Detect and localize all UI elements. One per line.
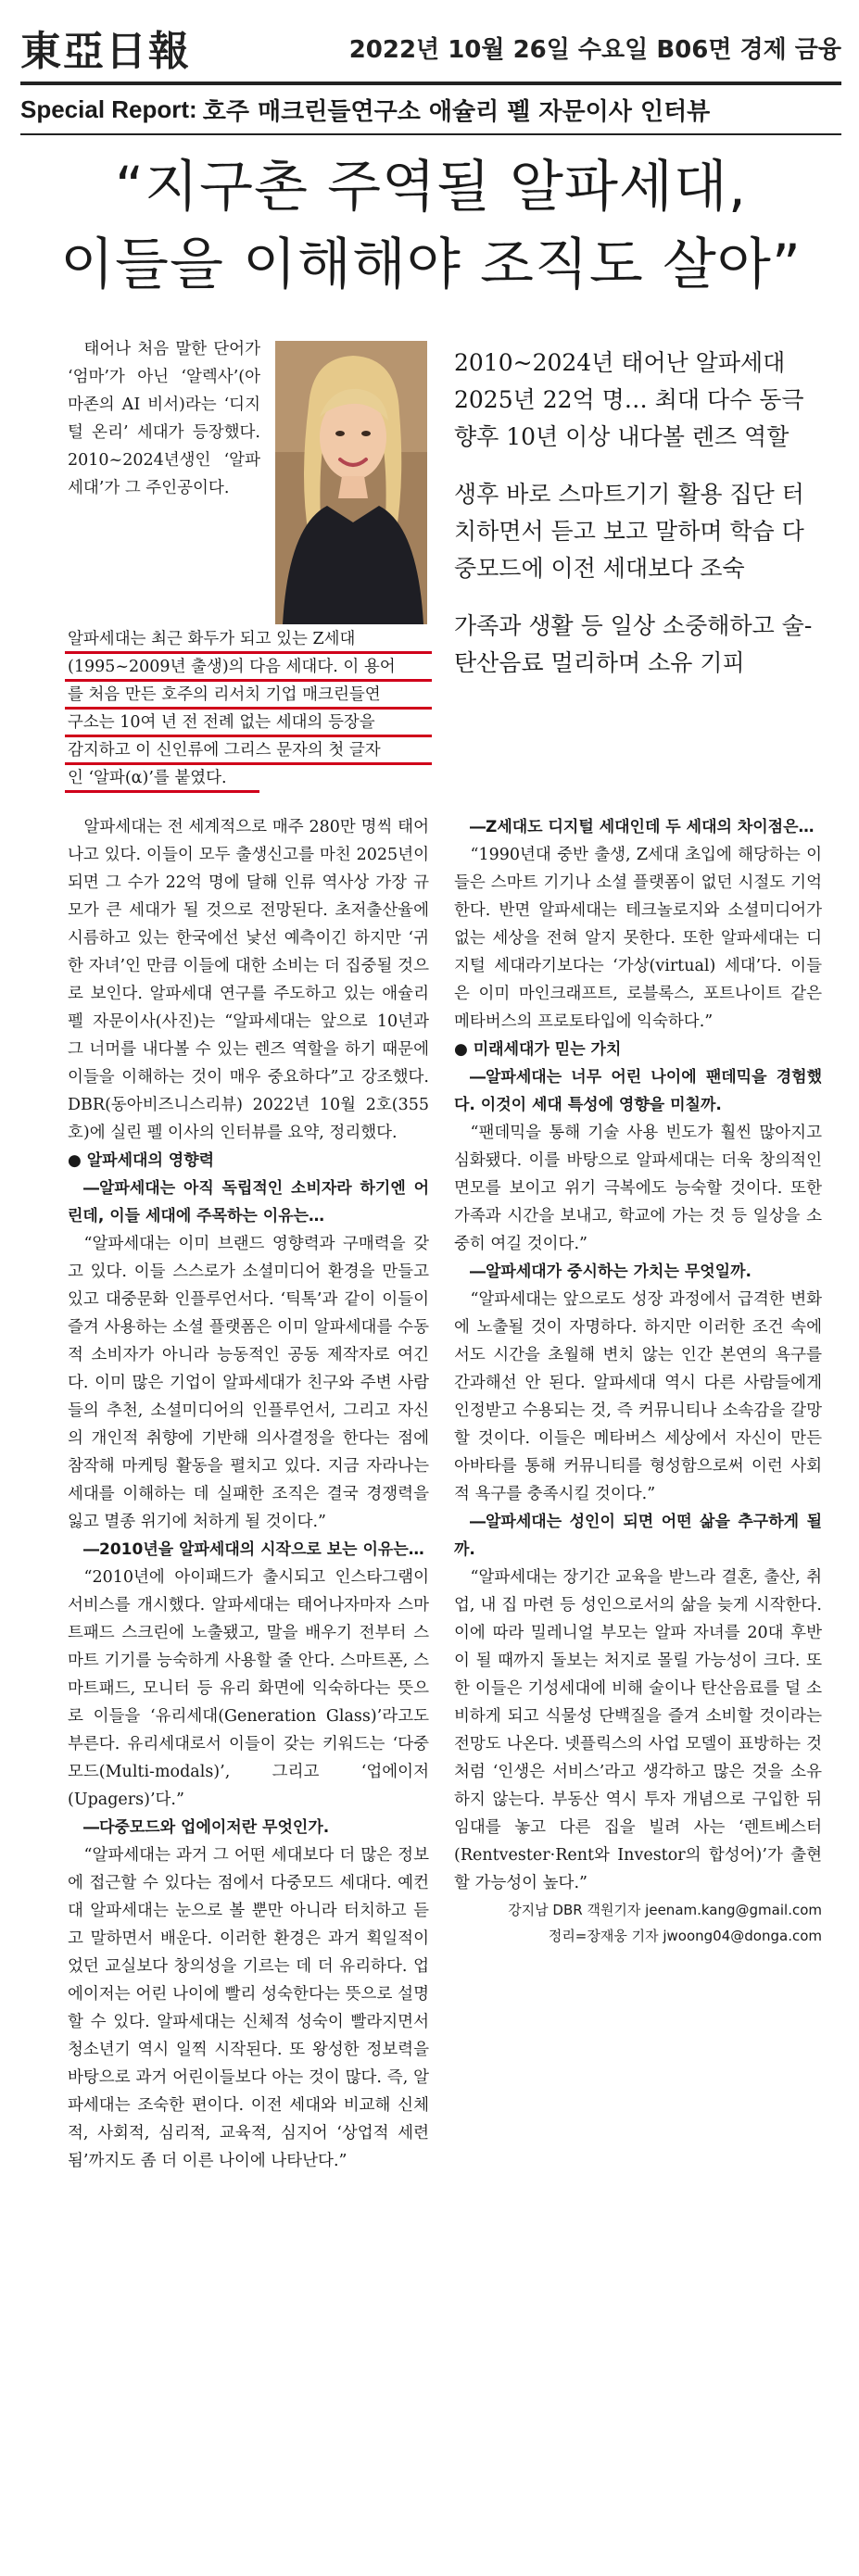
interview-answer: “1990년대 중반 출생, Z세대 초입에 해당하는 이들은 스마트 기기나 소셜 플랫폼이 없던 시절도 기억한다. 반면 알파세대는 테크놀로지와 소셜미디어가 없는 세상을 전혀 알지 못한다. 또한 알파세대는 디지털 세대라기보다는 ‘가상(virtual) 세대’다. 이들은 이미 마인크래프트, 로블록스, 포트나이트 같은 메타버스의 프로토타입에 익숙하다.” bbox=[454, 846, 822, 1031]
highlight-line: 알파세대는 최근 화두가 되고 있는 Z세대 bbox=[68, 630, 356, 648]
masthead-rule bbox=[20, 82, 841, 85]
lede-text: 태어나 처음 말한 단어가 ‘엄마’가 아닌 ‘알렉사’(아마존의 AI 비서)라는 ‘디지털 온리’ 세대가 등장했다. 2010~2024년생인 ‘알파세대’가 그 주인공이다. bbox=[68, 340, 260, 497]
dateline: 2022년 10월 26일 수요일 B06면 경제 금융 bbox=[348, 35, 841, 64]
red-underline bbox=[65, 762, 432, 765]
body-paragraph: 알파세대는 전 세계적으로 매주 280만 명씩 태어나고 있다. 이들이 모두 출생신고를 마친 2025년이 되면 그 수가 22억 명에 달해 인류 역사상 가장 규모가 큰 세대가 될 것으로 전망된다. 초저출산율에 시름하고 있는 한국에선 낯선 예측이긴 하지만 ‘귀한 자녀’인 만큼 이들에 대한 소비는 더 집중될 것으로 보인다. 알파세대 연구를 주도하고 있는 애슐리 펠 자문이사(사진)는 “알파세대는 앞으로 10년과 그 너머를 내다볼 수 있는 렌즈 역할을 하기 때문에 이들을 이해하는 것이 매우 중요하다”고 강조했다. DBR(동아비즈니스리뷰) 2022년 10월 2호(355호)에 실린 펠 이사의 인터뷰를 요약, 정리했다. bbox=[68, 818, 429, 1142]
red-underline bbox=[65, 790, 259, 793]
red-underline bbox=[65, 707, 432, 710]
interview-question: ―2010년을 알파세대의 시작으로 보는 이유는… bbox=[83, 1540, 424, 1559]
subheading: ● 미래세대가 믿는 가치 bbox=[454, 1040, 622, 1059]
highlight-line: 인 ‘알파(α)’를 붙였다. bbox=[68, 769, 227, 787]
summary-item: 2010~2024년 태어난 알파세대 2025년 22억 명… 최대 다수 동극 향후 10년 이상 내다볼 렌즈 역할 bbox=[454, 349, 804, 450]
red-underline bbox=[65, 651, 432, 654]
interview-answer: “알파세대는 장기간 교육을 받느라 결혼, 출산, 취업, 내 집 마련 등 성인으로서의 삶을 늦게 시작한다. 이에 따라 밀레니얼 부모는 알파 자녀를 20대 후반이 될 때까지 돌보는 처지로 몰릴 가능성이 크다. 또한 이들은 기성세대에 비해 술이나 탄산음료를 덜 소비하게 되고 식물성 단백질을 즐겨 소비할 것이라는 전망도 나온다. 넷플릭스의 사업 모델이 표방하는 것처럼 ‘인생은 서비스’라고 생각하고 많은 것을 소유하지 않는다. 부동산 역시 투자 개념으로 구입한 뒤 임대를 놓고 다른 집을 빌려 사는 ‘렌트베스터(Rentvester·Rent와 Investor의 합성어)’가 출현할 가능성이 높다.” bbox=[454, 1568, 822, 1892]
interview-answer: “2010년에 아이패드가 출시되고 인스타그램이 서비스를 개시했다. 알파세대는 태어나자마자 스마트패드 스크린에 노출됐고, 말을 배우기 전부터 스마트 기기를 능숙하게 사용할 줄 안다. 스마트폰, 스마트패드, 모니터 등 유리 화면에 익숙하다는 뜻으로 이들을 ‘유리세대(Generation Glass)’라고도 부른다. 유리세대로서 이들이 갖는 키워드는 ‘다중모드(Multi-modals)’, 그리고 ‘업에이저(Upagers)’다.” bbox=[68, 1568, 429, 1809]
byline-reporter: 강지남 DBR 객원기자 jeenam.kang@gmail.com bbox=[508, 1902, 822, 1918]
summary-item: 가족과 생활 등 일상 소중해하고 술-탄산음료 멀리하며 소유 기피 bbox=[454, 612, 813, 676]
interview-question: ―알파세대가 중시하는 가치는 무엇일까. bbox=[470, 1263, 752, 1281]
masthead bbox=[20, 19, 841, 76]
interview-question: ―알파세대는 아직 독립적인 소비자라 하기엔 어린데, 이들 세대에 주목하는 이유는… bbox=[68, 1179, 429, 1225]
highlight-line: 를 처음 만든 호주의 리서치 기업 매크린들연 bbox=[68, 685, 381, 704]
highlight-line: 구소는 10여 년 전 전례 없는 세대의 등장을 bbox=[68, 713, 375, 732]
interview-answer: “알파세대는 이미 브랜드 영향력과 구매력을 갖고 있다. 이들 스스로가 소셜미디어 환경을 만들고 있고 대중문화 인플루언서다. ‘틱톡’과 같이 이들이 즐겨 사용하는 소셜 플랫폼은 이미 알파세대를 수동적 소비자가 아니라 능동적인 공동 제작자로 여긴다. 이미 많은 기업이 알파세대가 친구와 주변 사람들의 추천, 소셜미디어의 인플루언서, 그리고 자신의 개인적 취향에 기반해 의사결정을 한다는 점에 참작해 마케팅 활동을 펼치고 있다. 지금 자라나는 세대를 이해하는 데 실패한 조직은 결국 경쟁력을 잃고 멸종 위기에 처하게 될 것이다.” bbox=[68, 1235, 429, 1531]
section-title: 호주 매크린들연구소 애슐리 펠 자문이사 인터뷰 bbox=[202, 97, 711, 126]
interview-question: ―알파세대는 너무 어린 나이에 팬데믹을 경험했다. 이것이 세대 특성에 영향을 미칠까. bbox=[454, 1068, 822, 1114]
summary-item: 생후 바로 스마트기기 활용 집단 터치하면서 듣고 보고 말하며 학습 다중모드에 이전 세대보다 조숙 bbox=[454, 481, 804, 582]
lede-paragraph bbox=[68, 335, 260, 502]
right-body-column bbox=[454, 813, 822, 1949]
section-label: Special Report: bbox=[20, 94, 197, 123]
red-underline bbox=[65, 735, 432, 737]
interview-question: ―알파세대는 성인이 되면 어떤 삶을 추구하게 될까. bbox=[454, 1513, 822, 1559]
highlight-line: 감지하고 이 신인류에 그리스 문자의 첫 글자 bbox=[68, 741, 381, 760]
newspaper-logo: 東亞日報 bbox=[20, 28, 191, 75]
interview-answer: “알파세대는 과거 그 어떤 세대보다 더 많은 정보에 접근할 수 있다는 점에서 다중모드 세대다. 예컨대 알파세대는 눈으로 볼 뿐만 아니라 터치하고 듣고 말하면서 배운다. 이러한 환경은 과거 획일적이었던 교실보다 창의성을 기르는 데 더 유리하다. 업에이저는 어린 나이에 빨리 성숙한다는 뜻으로 설명할 수 있다. 알파세대는 신체적 성숙이 빨라지면서 청소년기 역시 일찍 시작된다. 또 왕성한 정보력을 바탕으로 과거 어린이들보다 아는 것이 많다. 즉, 알파세대는 조숙한 편이다. 이전 세대와 비교해 신체적, 사회적, 심리적, 교육적, 심지어 ‘상업적 세련됨’까지도 좀 더 이른 나이에 나타난다.” bbox=[68, 1846, 429, 2170]
interviewee-photo bbox=[275, 341, 427, 624]
section-rule bbox=[20, 133, 841, 135]
headline-line-1: “지구촌 주역될 알파세대, bbox=[115, 155, 747, 220]
left-body-column bbox=[68, 813, 429, 2175]
interview-answer: “팬데믹을 통해 기술 사용 빈도가 훨씬 많아지고 심화됐다. 이를 바탕으로 알파세대는 더욱 창의적인 면모를 보이고 위기 극복에도 능숙할 것이다. 또한 가족과 시간을 보내고, 학교에 가는 것 등 일상을 소중히 여길 것이다.” bbox=[454, 1124, 822, 1253]
red-underline bbox=[65, 679, 432, 682]
summary-deck bbox=[454, 345, 825, 702]
interview-answer: “알파세대는 앞으로도 성장 과정에서 급격한 변화에 노출될 것이 자명하다. 하지만 이러한 조건 속에서도 시간을 초월해 변치 않는 인간 본연의 욕구를 간과해선 안 된다. 알파세대 역시 다른 사람들에게 인정받고 수용되는 것, 즉 커뮤니티나 소속감을 갈망할 것이다. 이들은 메타버스 세상에서 자신이 만든 아바타를 통해 커뮤니티를 형성함으로써 이런 사회적 욕구를 충족시킬 것이다.” bbox=[454, 1290, 822, 1503]
byline-editor: 정리=장재웅 기자 jwoong04@donga.com bbox=[548, 1928, 822, 1944]
headline-line-2: 이들을 이해해야 조직도 살아” bbox=[60, 232, 802, 297]
section-line bbox=[20, 89, 841, 130]
interview-question: ―Z세대도 디지털 세대인데 두 세대의 차이점은… bbox=[470, 818, 815, 836]
highlight-line: (1995~2009년 출생)의 다음 세대다. 이 용어 bbox=[68, 658, 396, 676]
headline bbox=[20, 148, 841, 304]
interview-question: ―다중모드와 업에이저란 무엇인가. bbox=[83, 1818, 330, 1837]
portrait-illustration bbox=[275, 341, 427, 624]
subheading: ● 알파세대의 영향력 bbox=[68, 1151, 215, 1170]
